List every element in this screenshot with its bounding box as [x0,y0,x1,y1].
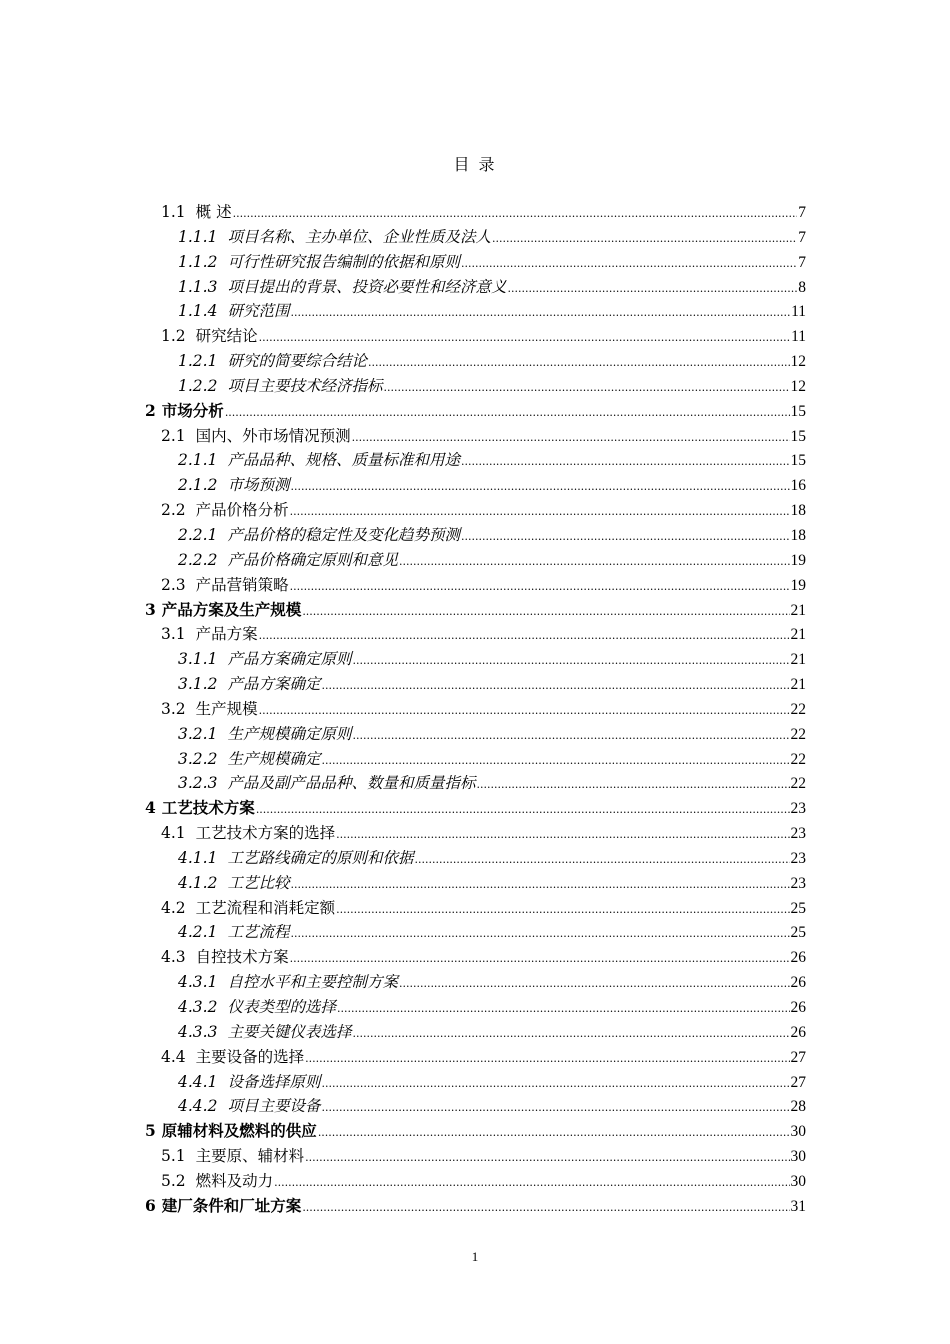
toc-entry-page: 15 [790,452,806,470]
toc-dot-leader [476,771,789,798]
toc-entry-page: 22 [790,775,806,793]
toc-dot-leader [321,1070,789,1097]
toc-dot-leader [492,225,797,252]
toc-dot-leader [290,920,789,947]
toc-entry[interactable] [145,324,806,349]
toc-dot-leader [352,722,789,749]
toc-entry-page: 25 [790,899,806,917]
toc-entry-number: 2.2 [161,501,186,520]
toc-entry[interactable] [145,598,806,623]
toc-entry[interactable] [145,573,806,598]
toc-entry-number: 1.1.2 [178,252,218,271]
toc-entry-page: 11 [791,303,806,321]
toc-entry-page: 22 [790,700,806,718]
toc-entry-number: 5.1 [161,1147,186,1166]
toc-entry-title: 原辅材料及燃料的供应 [161,1121,317,1141]
toc-entry-title: 主要设备的选择 [195,1047,305,1066]
toc-dot-leader [305,1144,789,1171]
toc-dot-leader [336,896,789,923]
toc-entry-title: 工艺流程 [227,923,290,942]
toc-entry[interactable] [145,225,806,250]
toc-entry-title: 研究结论 [195,327,258,346]
toc-entry-title: 产品价格确定原则和意见 [227,550,398,569]
toc-entry-page: 21 [790,651,806,669]
toc-entry-number: 3 [145,599,156,619]
toc-entry[interactable] [145,1119,806,1144]
toc-dot-leader [461,250,797,277]
toc-dot-leader [256,796,790,823]
page-number: 1 [471,1249,479,1264]
toc-entry-title: 研究的简要综合结论 [227,352,367,371]
toc-entry-page: 23 [790,825,806,843]
toc-entry-page: 12 [790,377,806,395]
toc-entry-page: 15 [790,427,806,445]
toc-entry-title: 项目主要技术经济指标 [227,376,383,395]
toc-entry-title: 产品方案确定原则 [227,650,352,669]
toc-entry-title: 生产规模确定 [227,749,321,768]
toc-entry-number: 3.1.2 [178,675,218,694]
toc-entry-number: 1.1 [161,203,186,221]
toc-dot-leader [352,1020,789,1047]
toc-entry-page: 27 [790,1048,806,1066]
toc-entry[interactable] [145,473,806,498]
toc-entry-number: 1.2 [161,327,186,346]
toc-dot-leader [290,498,790,525]
toc-entry-number: 3.1.1 [178,650,218,669]
toc-entry[interactable] [145,622,806,647]
toc-entry-title: 产品价格分析 [195,501,289,520]
toc-entry-title: 项目主要设备 [227,1097,321,1116]
toc-entry[interactable] [145,995,806,1020]
toc-entry[interactable] [145,771,806,796]
toc-entry-page: 21 [790,676,806,694]
toc-entry-number: 2 [145,400,156,420]
toc-dot-leader [290,299,790,326]
toc-dot-leader [274,1169,789,1196]
toc-entry-page: 7 [798,253,806,271]
toc-entry-page: 21 [790,601,806,619]
toc-entry[interactable] [145,424,806,449]
toc-entry-page: 11 [791,328,806,346]
toc-entry-title: 仪表类型的选择 [227,998,336,1016]
toc-entry[interactable] [145,747,806,772]
toc-entry-number: 2.2.1 [178,525,218,544]
toc-dot-leader [399,548,790,575]
toc-entry-title: 工艺技术方案 [161,798,255,818]
toc-entry-title: 市场分析 [161,400,224,420]
toc-entry-title: 产品方案确定 [227,675,321,694]
toc-entry-page: 21 [790,626,806,644]
toc-entry-page: 30 [790,1172,806,1190]
toc-dot-leader [321,672,789,699]
toc-entry-number: 1.1.3 [178,277,218,296]
toc-entry-page: 15 [790,402,806,420]
toc-dot-leader [290,945,790,972]
toc-entry-number: 4.3.3 [178,1022,218,1041]
toc-dot-leader [225,399,790,426]
toc-entry[interactable] [145,796,806,821]
toc-entry[interactable] [145,548,806,573]
toc-entry-title: 生产规模 [195,699,258,718]
toc-entry-number: 5 [145,1121,156,1141]
toc-entry-title: 燃料及动力 [195,1171,274,1190]
toc-entry-page: 18 [790,502,806,520]
toc-entry[interactable] [145,945,806,970]
toc-entry[interactable] [145,275,806,300]
toc-entry[interactable] [145,821,806,846]
toc-entry-title: 市场预测 [227,476,290,495]
toc-entry-page: 18 [790,526,806,544]
toc-entry-title: 国内、外市场情况预测 [195,426,351,445]
toc-dot-leader [259,697,790,724]
toc-entry-number: 4.4.1 [178,1072,218,1091]
toc-entry[interactable] [145,896,806,921]
toc-entry-number: 4 [145,798,156,818]
toc-entry-title: 产品价格的稳定性及变化趋势预测 [227,525,460,544]
toc-entry-title: 工艺流程和消耗定额 [195,898,336,917]
toc-dot-leader [290,473,789,500]
toc-entry-number: 4.3 [161,948,186,967]
toc-dot-leader [302,598,789,625]
toc-entry-page: 7 [798,204,806,221]
toc-entry[interactable] [145,1169,806,1194]
toc-entry-title: 产品品种、规格、质量标准和用途 [227,451,460,470]
toc-dot-leader [290,573,790,600]
toc-entry-page: 23 [790,849,806,867]
toc-entry-title: 产品营销策略 [195,575,289,594]
toc-entry[interactable] [145,299,806,324]
toc-entry-title: 项目名称、主办单位、企业性质及法人 [227,227,491,246]
toc-entry[interactable] [145,374,806,399]
toc-entry-title: 研究范围 [227,302,290,321]
toc-entry-page: 23 [790,874,806,892]
toc-dot-leader [321,1094,789,1121]
toc-entry-title: 可行性研究报告编制的依据和原则 [227,252,460,271]
toc-entry[interactable] [145,672,806,697]
toc-entry-number: 6 [145,1195,156,1215]
toc-dot-leader [461,523,790,550]
toc-entry-title: 工艺路线确定的原则和依据 [227,848,414,867]
toc-dot-leader [461,448,790,475]
toc-entry[interactable] [145,448,806,473]
toc-entry-page: 26 [790,999,806,1016]
toc-entry-number: 4.3.2 [178,998,218,1016]
toc-entry-title: 自控水平和主要控制方案 [227,973,398,992]
toc-dot-leader [507,275,797,302]
toc-entry[interactable] [145,250,806,275]
toc-entry-title: 设备选择原则 [227,1072,321,1091]
toc-entry-title: 自控技术方案 [195,948,289,967]
toc-entry-number: 3.2.1 [178,724,218,743]
toc-entry[interactable] [145,1094,806,1119]
toc-entry[interactable] [145,1144,806,1169]
toc-entry-number: 2.2.2 [178,550,218,569]
toc-entry-number: 1.2.1 [178,352,218,371]
toc-entry-number: 4.3.1 [178,973,218,992]
toc-entry[interactable] [145,1045,806,1070]
toc-entry-number: 4.1 [161,824,186,843]
toc-dot-leader [368,349,790,376]
toc-entry-page: 8 [798,278,806,296]
toc-entry[interactable] [145,722,806,747]
toc-entry-page: 26 [790,1023,806,1041]
toc-entry-title: 产品方案及生产规模 [161,599,302,619]
toc-entry[interactable] [145,1070,806,1095]
toc-entry-number: 4.2 [161,898,186,917]
toc-entry-page: 27 [790,1073,806,1091]
toc-entry-number: 4.4.2 [178,1097,218,1116]
toc-entry-number: 4.4 [161,1047,186,1066]
toc-entry[interactable] [145,523,806,548]
toc-entry-page: 22 [790,750,806,768]
toc-entry[interactable] [145,200,806,225]
toc-entry[interactable] [145,846,806,871]
toc-entry[interactable] [145,399,806,424]
toc-entry-title: 工艺比较 [227,873,290,892]
toc-entry[interactable] [145,647,806,672]
toc-entry-number: 1.1.1 [178,227,218,246]
toc-entry-title: 建厂条件和厂址方案 [161,1195,302,1215]
toc-entry[interactable] [145,970,806,995]
toc-dot-leader [305,1045,789,1072]
toc-entry-page: 25 [790,924,806,942]
toc-entry[interactable] [145,498,806,523]
toc-entry-number: 3.2.3 [178,774,218,793]
toc-entry-number: 1.2.2 [178,376,218,395]
toc-entry-page: 28 [790,1098,806,1116]
toc-dot-leader [321,747,789,774]
toc-entry-page: 7 [798,228,806,246]
toc-dot-leader [336,821,789,848]
toc-entry-title: 项目提出的背景、投资必要性和经济意义 [227,277,507,296]
toc-entry-number: 2.1.1 [178,451,218,470]
toc-entry-title: 概 述 [195,203,232,221]
toc-entry[interactable] [145,1020,806,1045]
toc-entry-page: 16 [790,477,806,495]
toc-entry-number: 2.1.2 [178,476,218,495]
toc-dot-leader [399,970,790,997]
toc-entry-number: 4.2.1 [178,923,218,942]
toc-entry-number: 2.3 [161,575,186,594]
toc-dot-leader [383,374,789,401]
toc-entry-title: 工艺技术方案的选择 [195,824,336,843]
toc-entry-title: 主要关键仪表选择 [227,1022,352,1041]
toc-entry-page: 30 [790,1123,806,1141]
toc-entry[interactable] [145,349,806,374]
toc-dot-leader [259,622,790,649]
toc-dot-leader [318,1119,790,1146]
toc-entry[interactable] [145,920,806,945]
toc-entry-number: 3.2.2 [178,749,218,768]
toc-entry-page: 26 [790,949,806,967]
toc-entry[interactable] [145,1194,806,1219]
toc-dot-leader [290,871,789,898]
page-title: 目 录 [453,155,497,174]
toc-dot-leader [337,995,790,1022]
toc-dot-leader [352,424,790,451]
table-of-contents [145,200,806,1219]
toc-entry-page: 30 [790,1148,806,1166]
toc-entry-title: 产品方案 [195,625,258,644]
toc-entry[interactable] [145,697,806,722]
toc-entry-number: 4.1.1 [178,848,218,867]
toc-dot-leader [352,647,789,674]
toc-entry-number: 4.1.2 [178,873,218,892]
toc-dot-leader [302,1194,789,1221]
toc-entry-number: 3.1 [161,625,186,644]
toc-entry-page: 26 [790,974,806,992]
toc-entry-page: 12 [790,353,806,371]
toc-entry-page: 23 [790,800,806,818]
toc-entry-page: 31 [790,1197,806,1215]
toc-entry-page: 19 [790,551,806,569]
toc-entry-number: 2.1 [161,426,186,445]
toc-entry-page: 22 [790,725,806,743]
toc-dot-leader [233,200,798,227]
toc-entry-number: 3.2 [161,699,186,718]
toc-entry-title: 产品及副产品品种、数量和质量指标 [227,774,476,793]
toc-dot-leader [259,324,790,351]
toc-entry-number: 5.2 [161,1171,186,1190]
toc-entry[interactable] [145,871,806,896]
toc-entry-page: 19 [790,576,806,594]
toc-entry-title: 主要原、辅材料 [195,1147,305,1166]
toc-entry-title: 生产规模确定原则 [227,724,352,743]
toc-entry-number: 1.1.4 [178,302,218,321]
toc-dot-leader [414,846,789,873]
